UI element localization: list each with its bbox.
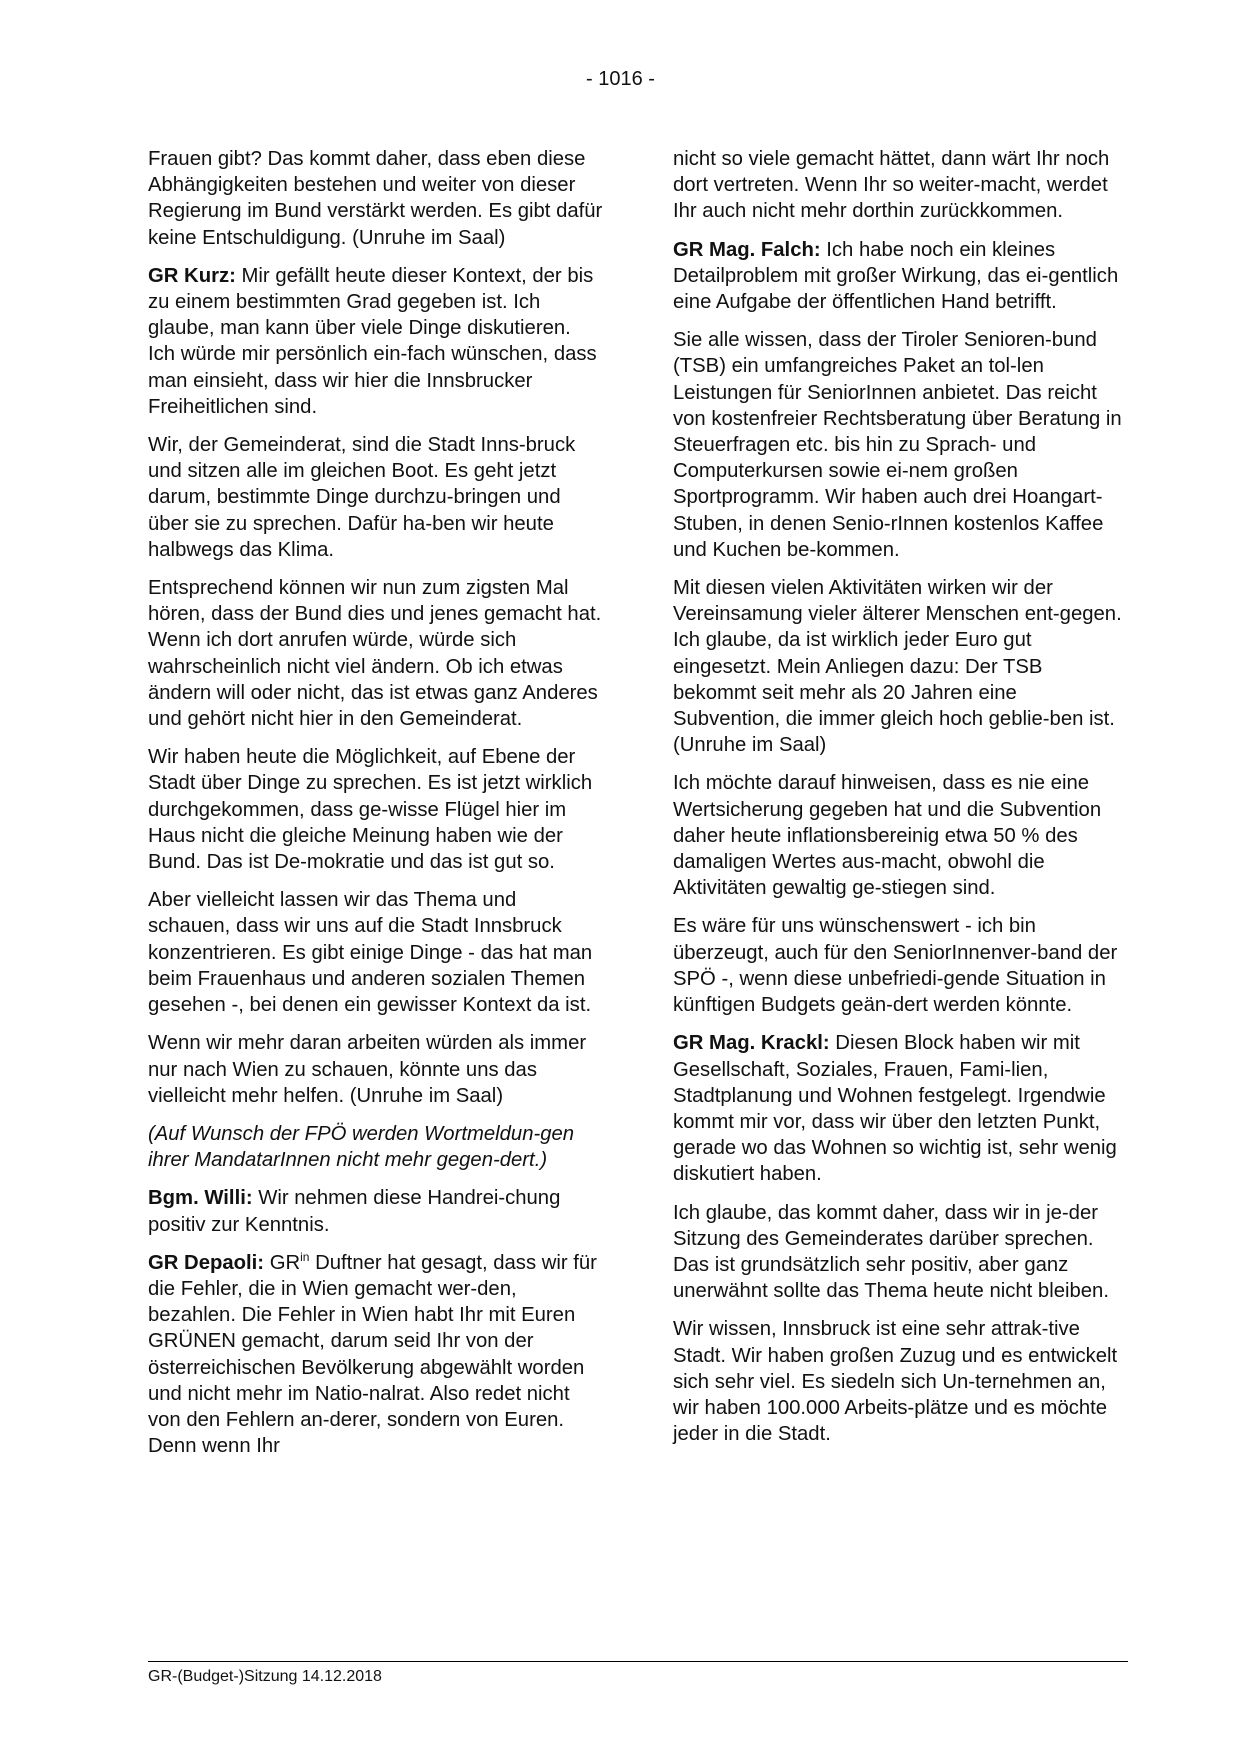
speaker-name: GR Mag. Falch: [673,238,821,261]
footer-session-label: GR-(Budget-)Sitzung 14.12.2018 [148,1668,382,1685]
paragraph [673,1030,1128,1187]
page-number: - 1016 - [586,68,655,90]
paragraph: Wir wissen, Innsbruck ist eine sehr attrak-tive Stadt. Wir haben großen Zuzug und es entwickelt sich sehr viel. Es siedeln sich Un-ternehmen an, wir haben 100.000 Arbeits-plätze und es möchte jeder in die Stadt. [673,1318,1118,1446]
editorial-notice: (Auf Wunsch der FPÖ werden Wortmeldun-gen ihrer MandatarInnen nicht mehr gegen-dert.) [148,1122,575,1172]
paragraph: Ich möchte darauf hinweisen, dass es nie eine Wertsicherung gegeben hat und die Subvention daher heute inflationsbereinig etwa 50 % des damaligen Wertes aus-macht, obwohl die Aktivitäten gewaltig ge-stiegen sind. [673,772,1102,900]
paragraph: Wir, der Gemeinderat, sind die Stadt Inns-bruck und sitzen alle im gleichen Boot. Es geht jetzt darum, bestimmte Dinge durchzu-bringen und über sie zu sprechen. Dafür ha-ben wir heute halbwegs das Klima. [148,434,576,561]
paragraph [673,237,1128,316]
speaker-name: Bgm. Willi: [148,1187,253,1210]
title-superscript: in [300,1249,310,1264]
paragraph: Entsprechend können wir nun zum zigsten Mal hören, dass der Bund dies und jenes gemacht hat. Wenn ich dort anrufen würde, würde sich wahrscheinlich nicht viel ändern. Ob ich etwas ändern will oder nicht, das ist etwas ganz Anderes und gehört nicht hier in den Gemeinderat. [148,577,602,731]
paragraph: Mit diesen vielen Aktivitäten wirken wir der Vereinsamung vieler älterer Menschen ent-gegen. Ich glaube, da ist wirklich jeder Euro gut eingesetzt. Mein Anliegen dazu: Der TSB bekommt seit mehr als 20 Jahren eine Subvention, die immer gleich hoch geblie-ben ist. (Unruhe im Saal) [673,577,1122,757]
paragraph: Sie alle wissen, dass der Tiroler Senioren-bund (TSB) ein umfangreiches Paket an tol-len Leistungen für SeniorInnen anbietet. Das reicht von kostenfreier Rechtsberatung über Beratung in Steuerfragen etc. bis hin zu Sprach- und Computerkursen sowie ei-nem großen Sportprogramm. Wir haben auch drei Hoangart-Stuben, in denen Senio-rInnen kostenlos Kaffee und Kuchen be-kommen. [673,329,1122,561]
paragraph: Ich glaube, das kommt daher, dass wir in je-der Sitzung des Gemeinderates darüber sprechen. Das ist grundsätzlich sehr positiv, aber ganz unerwähnt sollte das Thema heute nicht bleiben. [673,1201,1109,1303]
paragraph: Frauen gibt? Das kommt daher, dass eben diese Abhängigkeiten bestehen und weiter von dieser Regierung im Bund verstärkt werden. Es gibt dafür keine Entschuldigung. (Unruhe im Saal) [148,148,603,249]
footer-divider [148,1661,1128,1662]
paragraph: Es wäre für uns wünschenswert - ich bin überzeugt, auch für den SeniorInnenver-band der SPÖ -, wenn diese unbefriedi-gende Situation in künftigen Budgets geän-dert werden könnte. [673,915,1118,1017]
paragraph: nicht so viele gemacht hättet, dann wärt Ihr noch dort vertreten. Wenn Ihr so weiter-macht, werdet Ihr auch nicht mehr dorthin zurückkommen. [673,148,1110,223]
speech-text: Ich habe noch ein kleines Detailproblem mit großer Wirkung, das ei-gentlich eine Aufgabe der öffentlichen Hand betrifft. [673,238,1119,314]
title-abbrev: GR [264,1251,301,1274]
speaker-name: GR Kurz: [148,264,236,287]
speaker-name: GR Mag. Krackl: [673,1032,830,1055]
paragraph: Wir haben heute die Möglichkeit, auf Ebene der Stadt über Dinge zu sprechen. Es ist jetzt wirklich durchgekommen, dass ge-wisse Flügel hier im Haus nicht die gleiche Meinung haben wie der Bund. Das ist De-mokratie und das ist gut so. [148,746,593,874]
speech-text: Diesen Block haben wir mit Gesellschaft, Soziales, Frauen, Fami-lien, Stadtplanung und Wohnen festgelegt. Irgendwie kommt mir vor, dass wir über den letzten Punkt, gerade wo das Wohnen so wichtig ist, sehr wenig diskutiert haben. [673,1032,1117,1186]
paragraph [148,263,603,420]
paragraph [148,1185,603,1237]
right-column [673,146,1128,1459]
speech-text: Mir gefällt heute dieser Kontext, der bis zu einem bestimmten Grad gegeben ist. Ich glaube, man kann über viele Dinge diskutieren. Ich würde mir persönlich ein-fach wünschen, dass man einsieht, dass wir hier die Innsbrucker Freiheitlichen sind. [148,264,597,418]
speech-text: Wir nehmen diese Handrei-chung positiv zur Kenntnis. [148,1187,561,1236]
speaker-name: GR Depaoli: [148,1251,265,1274]
paragraph: Aber vielleicht lassen wir das Thema und schauen, dass wir uns auf die Stadt Innsbruck konzentrieren. Es gibt einige Dinge - das hat man beim Frauenhaus und anderen sozialen Themen gesehen -, bei denen ein gewisser Kontext da ist. [148,889,593,1017]
paragraph [148,1250,603,1460]
speech-text: Duftner hat gesagt, dass wir für die Fehler, die in Wien gemacht wer-den, bezahlen. Die Fehler in Wien habt Ihr mit Euren GRÜNEN gemacht, darum seid Ihr von der österreichischen Bevölkerung abgewählt worden und nicht mehr im Natio-nalrat. Also redet nicht von den Fehlern an-derer, sondern von Euren. Denn wenn Ihr [148,1251,597,1458]
paragraph: Wenn wir mehr daran arbeiten würden als immer nur nach Wien zu schauen, könnte uns das vielleicht mehr helfen. (Unruhe im Saal) [148,1032,587,1107]
left-column [148,146,603,1471]
